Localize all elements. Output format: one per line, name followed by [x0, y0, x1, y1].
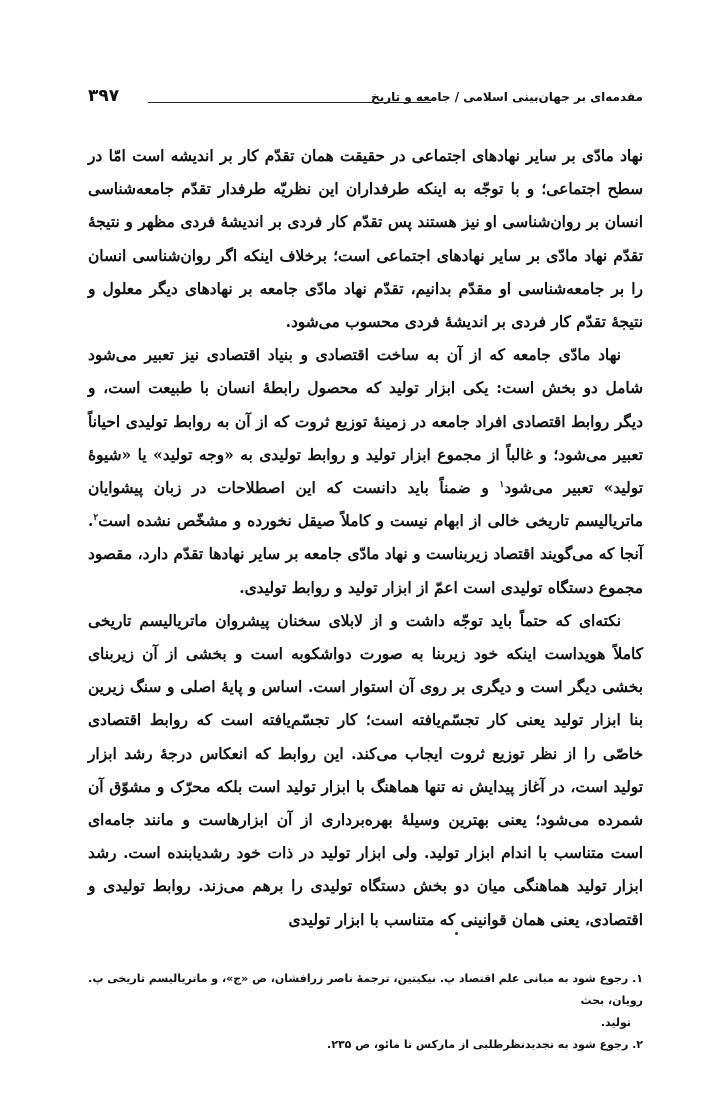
footnotes	[88, 968, 643, 1056]
page-number: ۳۹۷	[88, 86, 120, 106]
paragraph-2-part-2: و ضمناً باید دانست که این اصطلاحات در زبان پیشوایان ماتریالیسم تاریخی خالی از ابهام نیست و کاملاً صیقل نخورده و مشخّص نشده است	[88, 479, 643, 531]
stray-dot-mark	[455, 932, 458, 935]
paragraph-2-part-3: . آنجا که می‌گویند اقتصاد زیربناست و نهاد مادّی جامعه بر سایر نهادها تقدّم دارد، مقصود مجموع دستگاه تولیدی است اعمّ از ابزار تولید و روابط تولیدی.	[88, 512, 643, 597]
footnote-ref-2: ۲	[93, 513, 99, 524]
footnote-1: ۱. رجوع شود به مبانی علم اقتصاد پ. نیکیتین، ترجمهٔ ناصر زرافشان، ص «ج»، و ماتریالیسم تاریخی پ. رویان، بحث	[88, 972, 643, 1007]
paragraph-2	[88, 339, 643, 605]
body-text	[88, 140, 643, 937]
paragraph-2-part-1: نهاد مادّی جامعه که از آن به ساخت اقتصادی و بنیاد اقتصادی نیز تعبیر می‌شود شامل دو بخش است: یکی ابزار تولید که محصول رابطهٔ انسان با طبیعت است، و دیگر روابط اقتصادی افراد جامعه در زمینهٔ توزیع ثروت که از آن به روابط تولیدی احیاناً تعبیر می‌شود؛ و غالباً از مجموع ابزار تولید و روابط تولیدی به «وجه تولید» یا «شیوهٔ تولید» تعبیر می‌شود	[88, 346, 643, 498]
footnote-1-continued: تولید.	[600, 1016, 631, 1029]
paragraph-1: نهاد مادّی بر سایر نهادهای اجتماعی در حقیقت همان تقدّم کار بر اندیشه است امّا در سطح اجتماعی؛ و با توجّه به اینکه طرفداران این نظریّه طرفدار تقدّم جامعه‌شناسی انسان بر روان‌شناسی او نیز هستند پس تقدّم کار فردی بر اندیشهٔ فردی مظهر و نتیجهٔ تقدّم نهاد مادّی بر سایر نهادهای اجتماعی است؛ برخلاف اینکه اگر روان‌شناسی انسان را بر جامعه‌شناسی او مقدّم بدانیم، تقدّم نهاد مادّی جامعه بر نهادهای دیگر معلول و نتیجهٔ تقدّم کار فردی بر اندیشهٔ فردی محسوب می‌شود.	[88, 147, 643, 332]
footnote-2: ۲. رجوع شود به تجدیدنظرطلبی از مارکس تا مائو، ص ۲۳۵.	[327, 1038, 643, 1051]
header-rule	[148, 102, 431, 103]
running-header	[88, 88, 643, 112]
footnote-ref-1: ۱	[499, 479, 505, 490]
paragraph-3: نکته‌ای که حتماً باید توجّه داشت و از لابلای سخنان پیشروان ماتریالیسم تاریخی کاملاً هویداست اینکه خود زیربنا به صورت دواشکوبه است و بخشی از آن زیربنای بخشی دیگر است و دیگری بر روی آن استوار است. اساس و پایهٔ اصلی و سنگ زیرین بنا ابزار تولید یعنی کار تجسّم‌یافته است؛ کار تجسّم‌یافته است که روابط اقتصادی خاصّی را از نظر توزیع ثروت ایجاب می‌کند. این روابط که انعکاس درجهٔ رشد ابزار تولید است، در آغاز پیدایش نه تنها هماهنگ با ابزار تولید است بلکه محرّک و مشوّق آن شمرده می‌شود؛ یعنی بهترین وسیلهٔ بهره‌برداری از آن ابزارهاست و مانند جامه‌ای است متناسب با اندام ابزار تولید. ولی ابزار تولید در ذات خود رشدیابنده است. رشد ابزار تولید هماهنگی میان دو بخش دستگاه تولیدی را برهم می‌زند. روابط تولیدی و اقتصادی، یعنی همان قوانینی که متناسب با ابزار تولیدی	[88, 611, 643, 929]
header-title: مقدمه‌ای بر جهان‌بینی اسلامی / جامعه و تاریخ	[371, 90, 643, 104]
